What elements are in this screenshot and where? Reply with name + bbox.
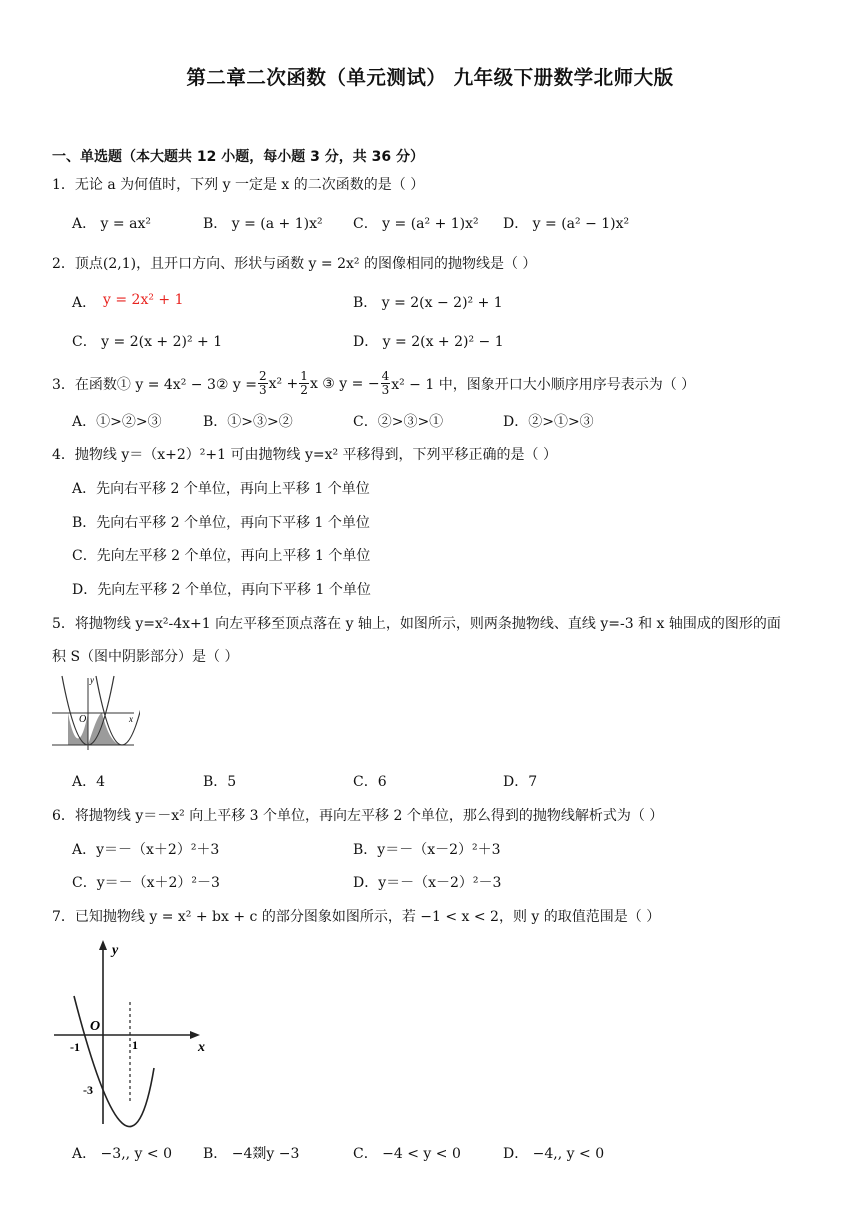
q5-option-c: C．6: [353, 774, 387, 790]
q5-option-b: B．5: [203, 774, 237, 790]
q3-fraction-3-den: 3: [381, 383, 390, 397]
q3-fraction-2-den: 2: [300, 383, 308, 397]
q7-parabola: [74, 996, 154, 1127]
q2-option-c: C． y = 2(x + 2)² + 1: [72, 334, 223, 350]
q3-fraction-2: [299, 370, 309, 397]
q5-option-a: A．4: [72, 774, 106, 790]
q3-option-a: A．①>②>③: [72, 414, 162, 430]
q5-label-y: y: [90, 675, 94, 685]
q3-stem-part-c: x ③ y = −: [309, 375, 380, 392]
q7-label-y: y: [112, 943, 119, 958]
q3-fraction-2-num: 1: [300, 369, 308, 383]
q5-label-origin: O: [79, 714, 87, 725]
q2-option-a-answer: y = 2x² + 1: [103, 292, 184, 308]
q7-figure: [50, 938, 220, 1128]
q3-fraction-1-num: 2: [258, 369, 267, 383]
page-title: 第二章二次函数（单元测试） 九年级下册数学北师大版: [186, 66, 674, 89]
q4-option-b: B．先向右平移 2 个单位，再向下平移 1 个单位: [72, 515, 370, 531]
q1-option-d: D． y = (a² − 1)x²: [503, 216, 630, 232]
q3-option-c: C．②>③>①: [353, 414, 444, 430]
q4-option-d: D．先向左平移 2 个单位，再向下平移 1 个单位: [72, 582, 371, 598]
q3-option-d: D．②>①>③: [503, 414, 594, 430]
q3-fraction-3: [381, 370, 391, 397]
question-7-stem: 7．已知抛物线 y = x² + bx + c 的部分图象如图所示，若 −1 < x < 2，则 y 的取值范围是（ ）: [52, 909, 661, 925]
q6-option-a: A．y＝－（x＋2）²＋3: [72, 842, 220, 858]
q7-option-c: C． −4 < y < 0: [353, 1146, 461, 1162]
q7-option-d: D． −4,, y < 0: [503, 1146, 605, 1162]
q3-stem-part-d: x² − 1 中，图象开口大小顺序用序号表示为（ ）: [391, 376, 696, 393]
q4-option-a: A．先向右平移 2 个单位，再向上平移 1 个单位: [72, 481, 370, 497]
q3-fraction-1: [258, 370, 268, 397]
q6-option-d: D．y＝－（x－2）²－3: [353, 875, 502, 891]
question-5-stem-line-2: 积 S（图中阴影部分）是（ ）: [52, 649, 239, 665]
q6-option-b: B．y＝－（x－2）²＋3: [353, 842, 501, 858]
q5-label-x: x: [129, 714, 133, 724]
q1-option-c: C． y = (a² + 1)x²: [353, 216, 479, 232]
q2-option-d: D． y = 2(x + 2)² − 1: [353, 334, 504, 350]
q5-figure: [50, 674, 140, 752]
q1-option-a: A． y = ax²: [72, 216, 151, 232]
q3-stem-part-a: 3．在函数① y = 4x² − 3② y =: [52, 376, 257, 393]
question-4-stem: 4．抛物线 y＝（x+2）²+1 可由抛物线 y=x² 平移得到，下列平移正确的是（ ）: [52, 447, 557, 463]
q4-option-c: C．先向左平移 2 个单位，再向上平移 1 个单位: [72, 548, 371, 564]
q7-y-axis-arrow: [99, 940, 107, 950]
q6-option-c: C．y＝－（x＋2）²－3: [72, 875, 220, 891]
q7-label-origin: O: [90, 1019, 101, 1034]
q3-option-b: B．①>③>②: [203, 414, 293, 430]
question-3-stem: [52, 370, 695, 397]
q3-fraction-3-num: 4: [381, 369, 390, 383]
question-1-stem: 1．无论 a 为何值时，下列 y 一定是 x 的二次函数的是（ ）: [52, 177, 425, 193]
q7-label-neg3: -3: [83, 1083, 93, 1097]
q3-stem-part-b: x² +: [268, 375, 299, 392]
q3-fraction-1-den: 3: [258, 383, 267, 397]
q7-label-neg1: -1: [70, 1040, 80, 1054]
q5-option-d: D．7: [503, 774, 538, 790]
q7-label-one: 1: [132, 1038, 138, 1052]
q1-option-b: B． y = (a + 1)x²: [203, 216, 323, 232]
question-5-stem-line-1: 5．将抛物线 y=x²-4x+1 向左平移至顶点落在 y 轴上，如图所示，则两条抛物线、直线 y=-3 和 x 轴围成的图形的面: [52, 616, 781, 632]
q7-x-axis-arrow: [190, 1031, 200, 1039]
section-title: 一、单选题（本大题共 12 小题，每小题 3 分，共 36 分）: [52, 149, 424, 165]
q2-option-a-label: A．: [72, 295, 97, 311]
q7-label-x: x: [198, 1040, 205, 1055]
q7-option-b: B． −4剟y −3: [203, 1146, 300, 1162]
q2-option-b: B． y = 2(x − 2)² + 1: [353, 295, 503, 311]
question-2-stem: 2．顶点(2,1)，且开口方向、形状与函数 y = 2x² 的图像相同的抛物线是（ ）: [52, 256, 537, 272]
question-6-stem: 6．将抛物线 y＝－x² 向上平移 3 个单位，再向左平移 2 个单位，那么得到的抛物线解析式为（ ）: [52, 808, 664, 824]
q7-option-a: A． −3,, y < 0: [72, 1146, 172, 1162]
